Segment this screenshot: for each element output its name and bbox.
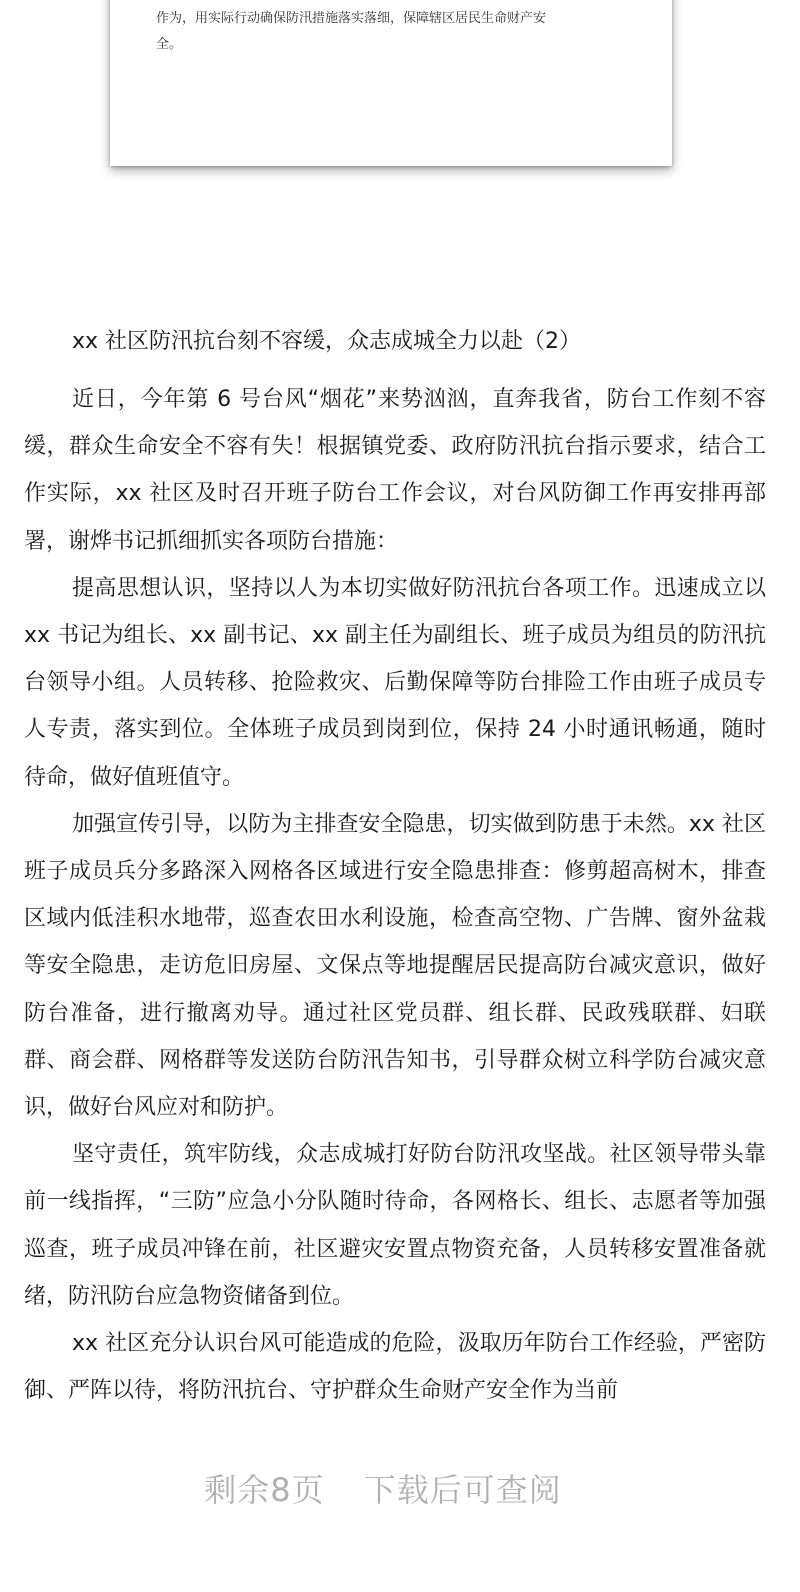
previous-page-card [110,0,672,166]
paragraph: 坚守责任，筑牢防线，众志成城打好防台防汛攻坚战。社区领导带头靠前一线指挥，“三防”应急小分队随时待命，各网格长、组长、志愿者等加强巡查，班子成员冲锋在前，社区避灾安置点物资充备，人员转移安置准备就绪，防汛防台应急物资储备到位。 [24,1142,766,1309]
paragraph: 加强宣传引导，以防为主排查安全隐患，切实做到防患于未然。xx 社区班子成员兵分多路深入网格各区域进行安全隐患排查：修剪超高树木，排查区域内低洼积水地带，巡查农田水利设施，检查高空物、广告牌、窗外盆栽等安全隐患，走访危旧房屋、文保点等地提醒居民提高防台减灾意识，做好防台准备，进行撤离劝导。通过社区党员群、组长群、民政残联群、妇联群、商会群、网格群等发送防台防汛告知书，引导群众树立科学防台减灾意识，做好台风应对和防护。 [24,811,766,1121]
document-title: xx 社区防汛抗台刻不容缓，众志成城全力以赴（2） [72,329,582,354]
paragraph: 提高思想认识，坚持以人为本切实做好防汛抗台各项工作。迅速成立以 xx 书记为组长、xx 副书记、xx 副主任为副组长、班子成员为组员的防汛抗台领导小组。人员转移、抢险救灾、后勤保障等防台排险工作由班子成员专人专责，落实到位。全体班子成员到岗到位，保持 24 小时通讯畅通，随时待命，做好值班值守。 [24,575,766,790]
download-prompt[interactable] [0,1466,766,1514]
previous-page-line: 作为，用实际行动确保防汛措施落实落细，保障辖区居民生命财产安 [156,11,547,26]
remaining-pages-label: 剩余8页 [204,1471,325,1509]
previous-page-text [156,0,636,58]
previous-page-line: 全。 [156,37,183,52]
paragraph: xx 社区充分认识台风可能造成的危险，汲取历年防台工作经验，严密防御、严阵以待，将防汛抗台、守护群众生命财产安全作为当前 [24,1331,766,1404]
document-body [24,318,766,1414]
paragraph: 近日，今年第 6 号台风“烟花”来势汹汹，直奔我省，防台工作刻不容缓，群众生命安全不容有失！根据镇党委、政府防汛抗台指示要求，结合工作实际，xx 社区及时召开班子防台工作会议，对台风防御工作再安排再部署，谢烨书记抓细抓实各项防台措施： [24,387,766,554]
download-to-view-label[interactable]: 下载后可查阅 [363,1471,562,1509]
